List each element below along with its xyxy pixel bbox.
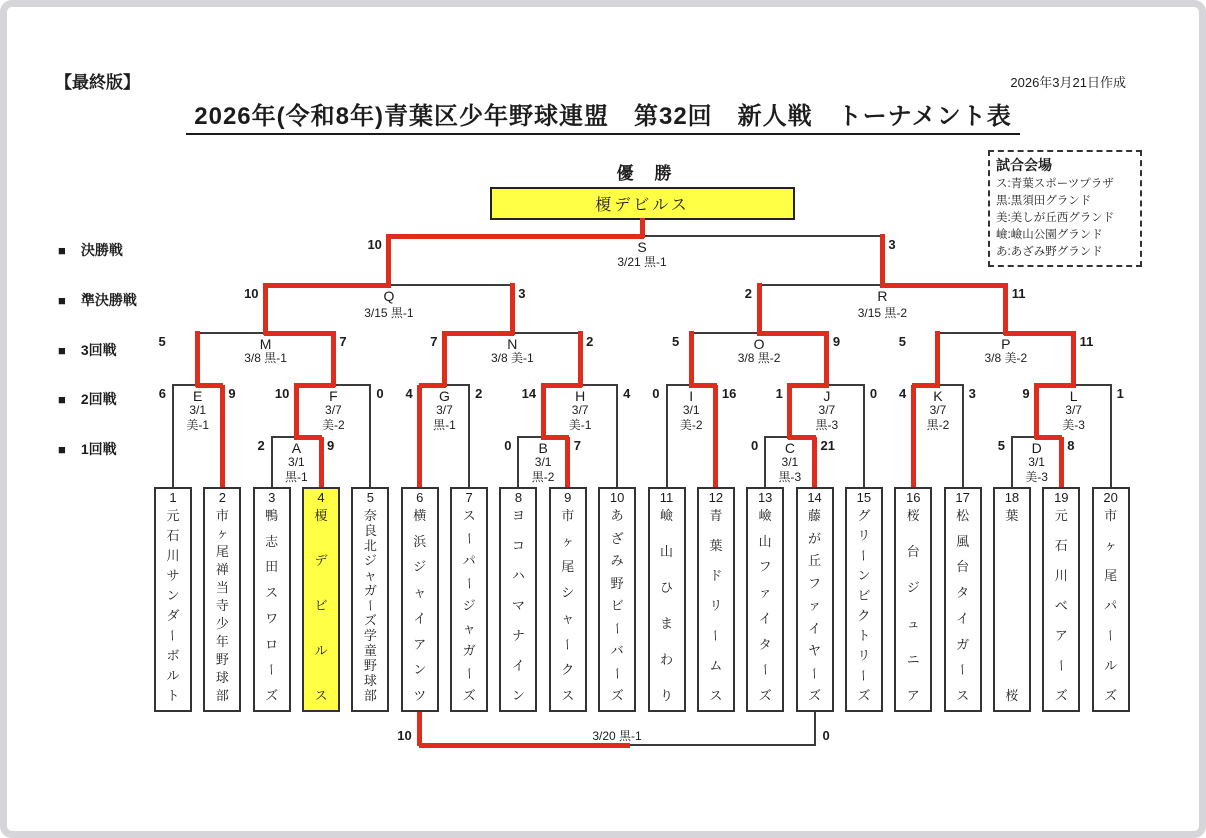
match-A-left-score: 2 — [257, 438, 265, 453]
match-O-advance-line — [757, 283, 762, 335]
team-box-2 — [203, 487, 241, 712]
match-J-advance-line — [824, 331, 829, 387]
match-F-date: 3/7 — [325, 403, 342, 417]
match-F-label: F — [329, 388, 338, 404]
team-box-15 — [845, 487, 883, 712]
team-name: 松 風 台 タ イ ガ ー ス — [955, 508, 971, 703]
match-E-left-score: 6 — [158, 386, 166, 401]
match-F-winner-path — [295, 383, 335, 388]
match-M-right-score: 7 — [339, 334, 347, 349]
team-name: 奈 良 北 ジ ャ ガ ー ズ 学 童 野 球 部 — [362, 508, 378, 703]
match-P-date-venue: 3/8 美-2 — [984, 351, 1028, 365]
match-P-winner-path — [1004, 331, 1075, 336]
match-P-right-score: 11 — [1079, 334, 1094, 349]
match-G-left-score: 4 — [405, 386, 413, 401]
match-R-left-score: 2 — [744, 286, 753, 301]
match-L-date: 3/7 — [1065, 403, 1082, 417]
match-H-winner-path — [542, 383, 582, 388]
venue-legend-entry: あ:あざみ野グランド — [996, 246, 1103, 259]
team-box-1 — [154, 487, 192, 712]
match-A-label: A — [291, 440, 302, 456]
match-G-date: 3/7 — [436, 403, 453, 417]
champion-box: 榎デビルス — [490, 187, 795, 220]
round-label-text: 決勝戦 — [80, 242, 123, 258]
team-name: 元 石 川 ベ ア ー ズ — [1053, 508, 1069, 703]
match-C-label: C — [784, 440, 795, 456]
bullet-icon: ■ — [58, 342, 66, 358]
team-box-4 — [302, 487, 340, 712]
match-O-right-score: 9 — [832, 334, 841, 349]
match-N-left-score: 7 — [430, 334, 438, 349]
match-Q-winner-path — [265, 283, 391, 288]
team-box-19 — [1042, 487, 1080, 712]
match-H-date: 3/7 — [571, 403, 589, 417]
match-S-left-score: 10 — [367, 237, 382, 252]
round-label-text: 1回戦 — [80, 441, 117, 457]
match-K-label: K — [933, 388, 943, 404]
team-name: 嶮 山 フ ァ イ タ ー ズ — [757, 508, 773, 703]
match-G-right-score: 2 — [475, 386, 483, 401]
match-I-date: 3/1 — [682, 403, 700, 417]
third-place-date-venue: 3/20 黒-1 — [592, 729, 642, 743]
match-Q-date-venue: 3/15 黒-1 — [364, 306, 414, 320]
match-P-left-score: 5 — [898, 334, 906, 349]
match-N-winner-path — [443, 331, 514, 336]
match-C-date: 3/1 — [781, 455, 799, 469]
match-E-label: E — [193, 388, 203, 404]
match-I-venue: 美-2 — [679, 418, 703, 432]
team-name: ス ー パ ー ジ ャ ガ ー ズ — [461, 508, 477, 703]
team-name: 元 石 川 サ ン ダ ー ボ ル ト — [165, 508, 181, 703]
match-L-advance-line — [1071, 331, 1076, 387]
match-E-venue: 美-1 — [186, 418, 209, 432]
match-K-advance-line — [935, 331, 940, 387]
team-box-14 — [796, 487, 834, 712]
champion-line — [640, 220, 645, 238]
match-H-right-score: 4 — [623, 386, 631, 401]
match-D-date: 3/1 — [1028, 455, 1045, 469]
match-I-left-score: 0 — [652, 386, 660, 401]
team-number: 13 — [757, 490, 773, 505]
match-L-winner-path — [1036, 383, 1076, 388]
match-B-right-score: 7 — [573, 438, 582, 453]
match-Q-advance-line — [386, 234, 391, 287]
match-B-left-score: 0 — [504, 438, 512, 453]
created-date: 2026年3月21日作成 — [1010, 75, 1126, 90]
team-box-12 — [697, 487, 735, 712]
match-S-label: S — [637, 239, 647, 255]
match-N-date-venue: 3/8 美-1 — [490, 351, 534, 365]
match-O-left-score: 5 — [671, 334, 680, 349]
team-name: 榎 デ ビ ル ス — [314, 508, 328, 703]
match-O-winner-path — [757, 331, 828, 336]
team-name: 鴨 志 田 ス ワ ロ ー ズ — [264, 508, 280, 703]
match-L-label: L — [1069, 388, 1078, 404]
venue-legend-entry: ス:青葉スポーツプラザ — [996, 178, 1114, 190]
match-J-winner-path — [789, 383, 829, 388]
team-box-20 — [1092, 487, 1130, 712]
match-R-label: R — [877, 288, 888, 304]
match-A-venue: 黒-1 — [285, 470, 308, 484]
match-R-date-venue: 3/15 黒-2 — [857, 306, 908, 320]
match-L-left-score: 9 — [1022, 386, 1030, 401]
match-G-advance-line — [442, 331, 447, 387]
team-number: 6 — [416, 490, 424, 505]
match-Q-left-score: 10 — [244, 286, 259, 301]
match-E-advance-line — [195, 331, 200, 387]
match-J-label: J — [823, 388, 831, 404]
match-S-right-score: 3 — [888, 237, 896, 252]
match-G-venue: 黒-1 — [433, 418, 456, 432]
match-D-left-score: 5 — [997, 438, 1005, 453]
team-box-8 — [499, 487, 537, 712]
match-O-label: O — [753, 336, 765, 352]
match-F-right-score: 0 — [376, 386, 384, 401]
match-J-left-score: 1 — [775, 386, 783, 401]
team-number: 12 — [708, 490, 724, 505]
match-L-venue: 美-3 — [1062, 418, 1085, 432]
venue-legend-title: 試合会場 — [996, 157, 1052, 173]
team-box-9 — [549, 487, 587, 712]
bullet-icon: ■ — [58, 292, 66, 308]
venue-legend-entry: 黒:黒須田グランド — [996, 195, 1092, 208]
team-number: 5 — [366, 490, 374, 505]
match-K-left-score: 4 — [899, 386, 907, 401]
match-H-venue: 美-1 — [568, 418, 592, 432]
match-D-label: D — [1031, 440, 1042, 456]
team-box-13 — [746, 487, 784, 712]
match-R-right-score: 11 — [1011, 286, 1026, 301]
match-M-date-venue: 3/8 黒-1 — [244, 351, 287, 365]
match-I-label: I — [689, 388, 694, 404]
match-M-winner-path — [264, 331, 335, 336]
team-number: 16 — [906, 490, 921, 505]
match-N-right-score: 2 — [586, 334, 594, 349]
match-M-left-score: 5 — [158, 334, 166, 349]
match-F-left-score: 10 — [274, 386, 290, 401]
match-S-winner-path — [388, 234, 644, 239]
team-number: 14 — [807, 490, 822, 505]
match-Q-label: Q — [383, 288, 395, 304]
match-E-right-score: 9 — [228, 386, 236, 401]
match-K-date: 3/7 — [929, 403, 947, 417]
champion-heading: 優 勝 — [616, 164, 674, 183]
round-label-text: 準決勝戦 — [80, 292, 137, 308]
match-D-venue: 美-3 — [1025, 470, 1048, 484]
team-box-10 — [598, 487, 636, 712]
team-box-5 — [351, 487, 389, 712]
team-number: 10 — [609, 490, 625, 505]
bullet-icon: ■ — [58, 391, 66, 407]
team-number: 19 — [1054, 490, 1069, 505]
match-H-label: H — [575, 388, 586, 404]
match-K-venue: 黒-2 — [926, 418, 950, 432]
venue-legend-entry: 美:美しが丘西グランド — [996, 212, 1115, 225]
team-number: 4 — [317, 490, 325, 505]
team-number: 11 — [659, 490, 674, 505]
venue-legend-entry: 嶮:嶮山公園グランド — [996, 229, 1103, 242]
team-name: 青 葉 ド リ ー ム ス — [708, 508, 724, 703]
match-F-venue: 美-2 — [322, 418, 345, 432]
team-name: グ リ ー ン ビ ク ト リ ー ズ — [856, 508, 872, 703]
round-label-text: 2回戦 — [80, 391, 117, 407]
team-number: 15 — [856, 490, 872, 505]
match-K-right-score: 3 — [968, 386, 976, 401]
match-M-advance-line — [263, 283, 268, 335]
round-label-text: 3回戦 — [80, 342, 117, 358]
team-name: 葉 桜 — [1005, 508, 1019, 703]
team-box-17 — [944, 487, 982, 712]
match-R-advance-line — [880, 234, 885, 287]
match-R-winner-path — [880, 283, 1006, 288]
team-number: 3 — [268, 490, 276, 505]
match-F-advance-line — [331, 331, 336, 387]
team-box-6 — [401, 487, 439, 712]
team-name: 市 ヶ 尾 禅 当 寺 少 年 野 球 部 — [215, 508, 229, 703]
match-J-venue: 黒-3 — [815, 418, 839, 432]
team-name: ヨ コ ハ マ ナ イ ン — [511, 508, 525, 703]
match-A-right-score: 9 — [327, 438, 335, 453]
match-H-advance-line — [578, 331, 583, 387]
match-C-right-score: 21 — [820, 438, 836, 453]
match-P-label: P — [1001, 336, 1011, 352]
page-title: 2026年(令和8年)青葉区少年野球連盟 第32回 新人戦 トーナメント表 — [186, 96, 1019, 135]
match-P-advance-line — [1003, 283, 1008, 335]
team-name: 市 ヶ 尾 パ ー ル ズ — [1103, 508, 1119, 703]
match-N-label: N — [507, 336, 518, 352]
match-I-advance-line — [689, 331, 694, 387]
team-20-line — [1110, 385, 1112, 489]
match-M-label: M — [259, 336, 272, 352]
third-place-left-line — [417, 712, 422, 746]
match-J-date: 3/7 — [818, 403, 836, 417]
match-B-venue: 黒-2 — [531, 470, 555, 484]
match-B-label: B — [538, 440, 548, 456]
team-name: あ ざ み 野 ビ ー バ ー ズ — [609, 508, 625, 703]
team-number: 17 — [955, 490, 970, 505]
match-Q-right-score: 3 — [518, 286, 526, 301]
match-D-right-score: 8 — [1067, 438, 1075, 453]
match-C-left-score: 0 — [750, 438, 759, 453]
final-version-tag: 【最終版】 — [55, 73, 140, 92]
match-O-date-venue: 3/8 黒-2 — [737, 351, 781, 365]
team-box-7 — [450, 487, 488, 712]
team-box-3 — [253, 487, 291, 712]
team-number: 20 — [1103, 490, 1118, 505]
team-number: 18 — [1004, 490, 1020, 505]
team-number: 7 — [465, 490, 473, 505]
team-name: 桜 台 ジ ュ ニ ア — [906, 508, 920, 703]
match-G-label: G — [438, 388, 450, 404]
match-S-date-venue: 3/21 黒-1 — [617, 255, 667, 269]
team-name: 嶮 山 ひ ま わ り — [659, 508, 673, 703]
match-J-right-score: 0 — [869, 386, 878, 401]
match-C-venue: 黒-3 — [778, 470, 802, 484]
match-L-right-score: 1 — [1116, 386, 1124, 401]
team-name: 横 浜 ジ ャ イ ア ン ツ — [413, 508, 427, 703]
third-place-left-score: 10 — [397, 728, 412, 743]
team-box-11 — [648, 487, 686, 712]
match-E-date: 3/1 — [189, 403, 207, 417]
bullet-icon: ■ — [58, 441, 66, 457]
match-B-date: 3/1 — [534, 455, 552, 469]
team-number: 9 — [564, 490, 572, 505]
match-N-advance-line — [510, 283, 515, 335]
team-name: 市 ヶ 尾 シ ャ ー ク ス — [560, 508, 576, 703]
match-H-left-score: 14 — [521, 386, 537, 401]
third-place-right-line — [814, 712, 816, 745]
team-number: 2 — [218, 490, 226, 505]
match-I-right-score: 16 — [721, 386, 737, 401]
team-box-16 — [894, 487, 932, 712]
bullet-icon: ■ — [58, 242, 66, 258]
team-number: 1 — [169, 490, 177, 505]
third-place-right-score: 0 — [822, 728, 830, 743]
team-name: 藤 が 丘 フ ァ イ ヤ ー ズ — [807, 508, 823, 703]
team-number: 8 — [514, 490, 523, 505]
match-A-date: 3/1 — [288, 455, 305, 469]
team-box-18 — [993, 487, 1031, 712]
